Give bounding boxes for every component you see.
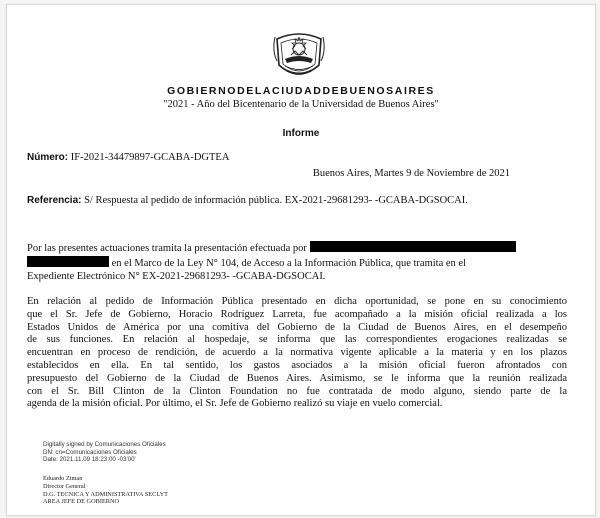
- paragraph-main-line: que el Sr. Jefe de Gobierno, Horacio Rodríguez Larreta, fue acompañado a la misión oficial realizada a los: [27, 308, 567, 320]
- paragraph-main-line: presupuesto del Gobierno de la Ciudad de Buenos Aires. Asimismo, se le informa que la reunión realizada: [27, 372, 567, 384]
- document-page: [6, 4, 596, 516]
- signature-line: Date: 2021.11.09 18:23:00 -03'00': [43, 456, 136, 464]
- signature-line: DN: cn=Comunicaciones Oficiales: [43, 448, 137, 456]
- signature-line: Digitally signed by Comunicaciones Oficiales: [43, 441, 166, 448]
- signer-name: Eduardo Ziman: [43, 475, 83, 482]
- year-note: "2021 - Año del Bicentenario de la Universidad de Buenos Aires": [163, 99, 439, 110]
- paragraph-intro-line-1: Por las presentes actuaciones tramita la presentación efectuada por: [27, 243, 307, 254]
- paragraph-main: [27, 296, 567, 411]
- number-value: IF-2021-34479897-GCABA-DGTEA: [70, 152, 230, 163]
- paragraph-main-line: con el Sr. Bill Clinton de la Clinton Foundation no fue contratada de modo alguno, siendo parte de la: [27, 385, 567, 397]
- paragraph-main-line: de sus funciones. En relación al hospedaje, se informa que las correspondientes erogaciones realizadas se: [27, 334, 567, 346]
- document-type: Informe: [282, 128, 320, 139]
- paragraph-intro: [27, 241, 567, 283]
- redaction-block: [27, 256, 109, 267]
- document-date: Buenos Aires, Martes 9 de Noviembre de 2021: [312, 168, 510, 179]
- paragraph-main-line: agenda de la misión oficial. Por último, el Sr. Jefe de Gobierno realizó su viaje en vuelo comercial.: [27, 398, 443, 410]
- city-coat-of-arms-icon: [269, 25, 329, 87]
- paragraph-intro-line-2: en el Marco de la Ley N° 104, de Acceso a la Información Pública, que tramita en el: [111, 257, 466, 269]
- digital-signature: [43, 441, 166, 464]
- government-title: GOBIERNODELACIUDADDEBUENOSAIRES: [167, 85, 435, 97]
- signer-office: D.G. TECNICA Y ADMINISTRATIVA SECLYT: [43, 490, 168, 498]
- paragraph-main-line: Estados Unidos de América por una comitiva del Gobierno de la Ciudad de Buenos Aires, en el desempeño: [27, 321, 567, 333]
- reference: [27, 195, 468, 206]
- paragraph-main-line: establecidos en ella. En tal sentido, los gastos asociados a la misión oficial fueron afrontados con: [27, 359, 567, 371]
- signer-title: Director General: [43, 482, 86, 490]
- signer-area: AREA JEFE DE GOBIERNO: [43, 498, 120, 506]
- document-number: [27, 152, 229, 163]
- paragraph-main-line: En relación al pedido de Información Pública presentado en dicha oportunidad, se pone en su conocimiento: [27, 296, 567, 307]
- signer-block: [43, 475, 168, 506]
- reference-value: S/ Respuesta al pedido de información pública. EX-2021-29681293- -GCABA-DGSOCAI.: [84, 195, 468, 206]
- redaction-block: [310, 241, 516, 252]
- number-label: Número:: [27, 152, 69, 163]
- paragraph-main-line: encuentran en proceso de rendición, de acuerdo a la normativa vigente aplicable a la materia y en los plazos: [27, 347, 567, 359]
- paragraph-intro-line-3: Expediente Electrónico N° EX-2021-29681293- -GCABA-DGSOCAI.: [27, 270, 326, 282]
- reference-label: Referencia:: [27, 195, 82, 206]
